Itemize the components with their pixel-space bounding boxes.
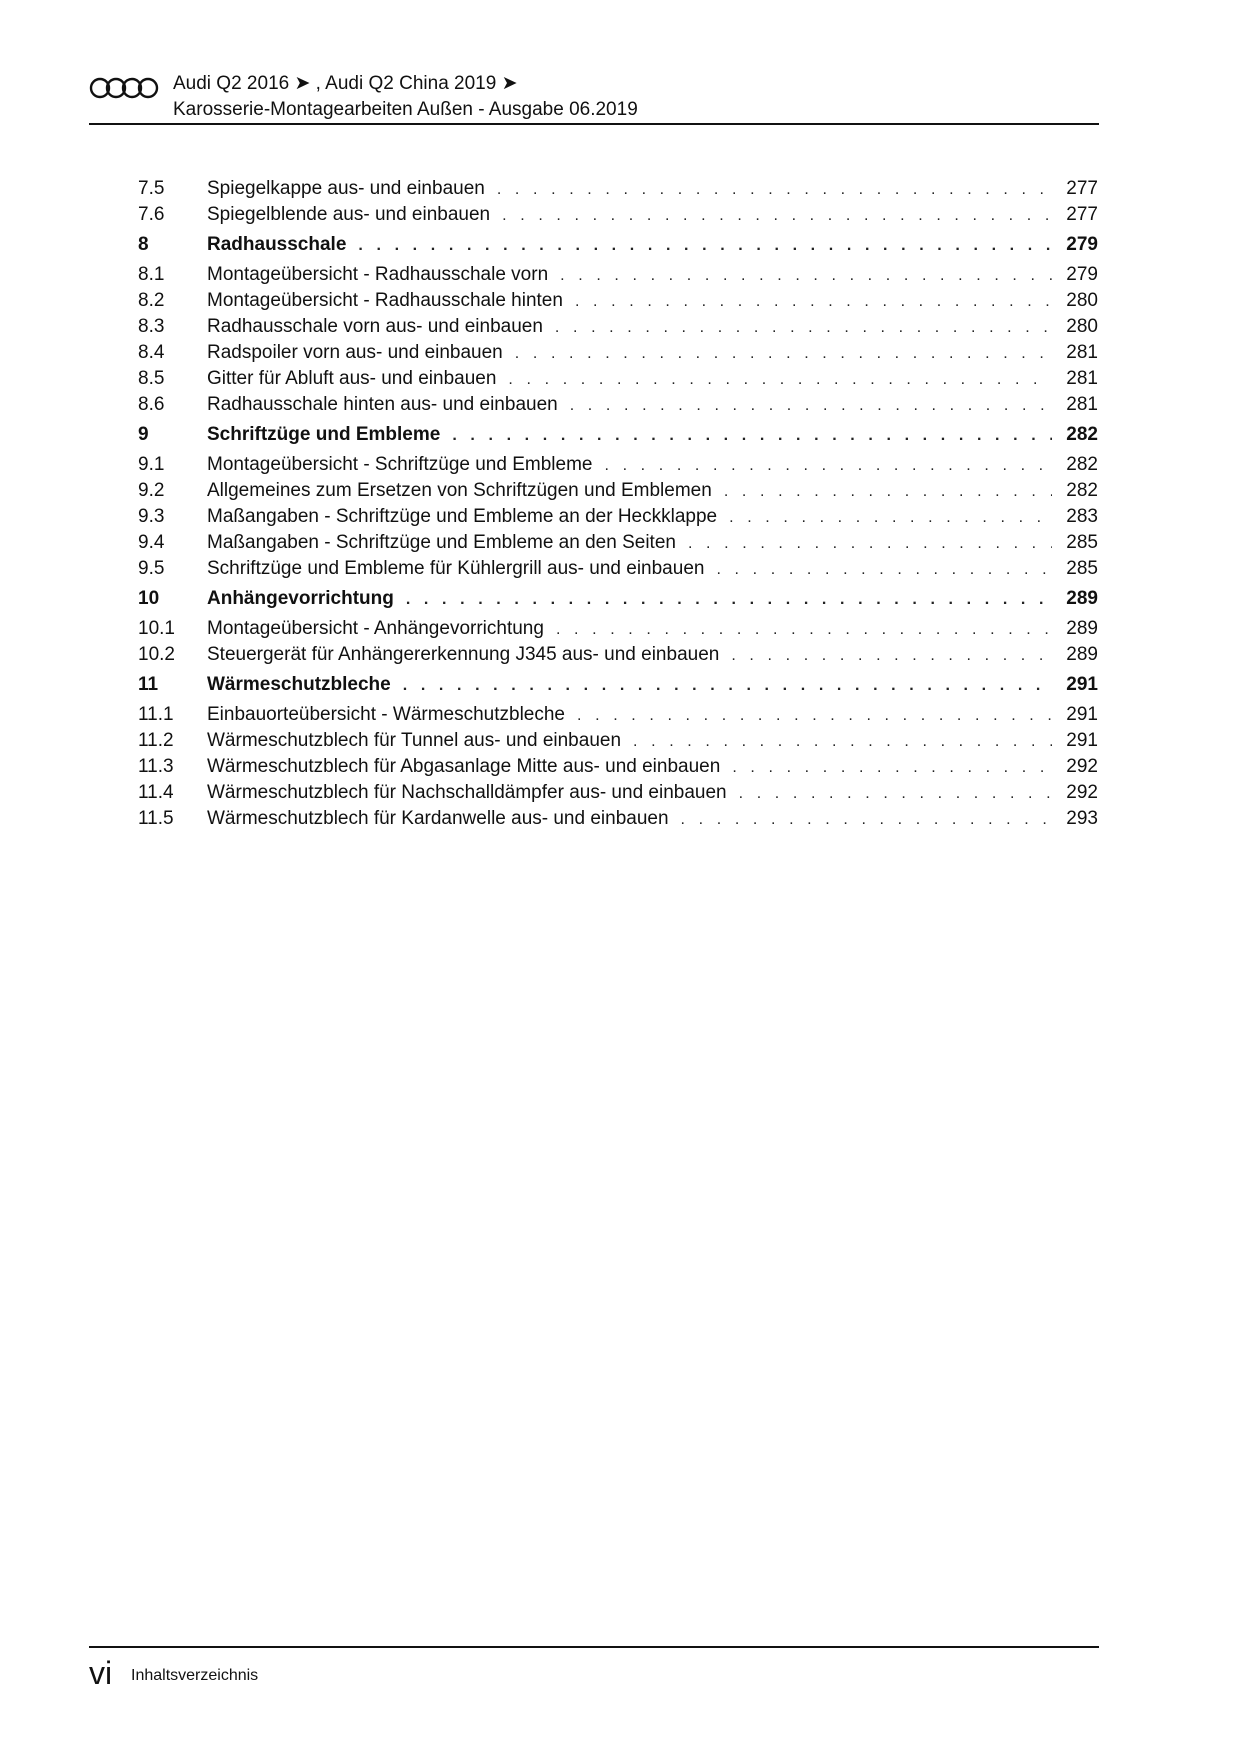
- toc-entry-page: 277: [1066, 204, 1098, 225]
- toc-entry-number: 8.2: [138, 290, 165, 311]
- toc-entry-page: 281: [1066, 342, 1098, 363]
- toc-entry-title: Maßangaben - Schriftzüge und Embleme an den Seiten: [207, 532, 676, 553]
- toc-entry-page: 281: [1066, 368, 1098, 389]
- toc-entry[interactable]: [138, 702, 1098, 728]
- toc-entry-number: 11: [138, 674, 159, 695]
- toc-entry-number: 10.1: [138, 618, 175, 639]
- header-divider: [89, 123, 1099, 125]
- table-of-contents: [138, 176, 1098, 832]
- toc-entry-page: 291: [1066, 704, 1098, 725]
- toc-entry-title: Montageübersicht - Radhausschale hinten: [207, 290, 563, 311]
- dot-leader: [560, 263, 1052, 289]
- toc-entry-number: 9.2: [138, 480, 165, 501]
- dot-leader: [716, 557, 1052, 583]
- toc-entry[interactable]: [138, 530, 1098, 556]
- toc-entry-page: 283: [1066, 506, 1098, 527]
- toc-entry-number: 9.5: [138, 558, 165, 579]
- toc-entry-title: Montageübersicht - Schriftzüge und Embleme: [207, 454, 593, 475]
- dot-leader: [508, 367, 1052, 393]
- dot-leader: [452, 423, 1052, 449]
- toc-entry-page: 291: [1066, 730, 1098, 751]
- toc-entry-title: Einbauorteübersicht - Wärmeschutzbleche: [207, 704, 566, 725]
- dot-leader: [577, 703, 1052, 729]
- toc-entry-title: Montageübersicht - Anhängevorrichtung: [207, 618, 544, 639]
- toc-entry[interactable]: [138, 452, 1098, 478]
- toc-entry-title: Anhängevorrichtung: [207, 588, 394, 609]
- footer-divider: [89, 1646, 1099, 1648]
- toc-entry[interactable]: [138, 728, 1098, 754]
- toc-entry-number: 9.1: [138, 454, 165, 475]
- toc-entry[interactable]: [138, 314, 1098, 340]
- toc-entry-title: Radhausschale hinten aus- und einbauen: [207, 394, 558, 415]
- dot-leader: [739, 781, 1052, 807]
- toc-entry-number: 11.3: [138, 756, 174, 777]
- toc-entry-title: Wärmeschutzblech für Kardanwelle aus- und einbauen: [207, 808, 669, 829]
- dot-leader: [570, 393, 1052, 419]
- toc-entry-page: 282: [1066, 480, 1098, 501]
- toc-entry[interactable]: [138, 478, 1098, 504]
- toc-entry[interactable]: [138, 202, 1098, 228]
- toc-entry[interactable]: [138, 556, 1098, 582]
- toc-entry-page: 282: [1066, 424, 1098, 445]
- toc-entry[interactable]: [138, 176, 1098, 202]
- toc-entry-page: 285: [1066, 558, 1098, 579]
- toc-entry-title: Schriftzüge und Embleme für Kühlergrill aus- und einbauen: [207, 558, 705, 579]
- toc-entry-number: 10: [138, 588, 160, 609]
- toc-entry-number: 9.3: [138, 506, 165, 527]
- toc-entry-number: 11.1: [138, 704, 174, 725]
- toc-entry-number: 8.5: [138, 368, 165, 389]
- toc-entry-number: 8.3: [138, 316, 165, 337]
- toc-entry-page: 277: [1066, 178, 1098, 199]
- toc-entry-page: 289: [1066, 588, 1098, 609]
- dot-leader: [502, 203, 1052, 229]
- toc-entry-number: 8: [138, 234, 149, 255]
- toc-entry[interactable]: [138, 754, 1098, 780]
- toc-entry-title: Wärmeschutzblech für Tunnel aus- und einbauen: [207, 730, 622, 751]
- toc-entry-number: 7.6: [138, 204, 165, 225]
- toc-entry[interactable]: [138, 806, 1098, 832]
- toc-chapter-entry[interactable]: [138, 232, 1098, 262]
- dot-leader: [633, 729, 1052, 755]
- toc-chapter-entry[interactable]: [138, 586, 1098, 616]
- toc-entry-number: 8.6: [138, 394, 165, 415]
- toc-entry[interactable]: [138, 262, 1098, 288]
- toc-entry[interactable]: [138, 642, 1098, 668]
- toc-entry-page: 289: [1066, 644, 1098, 665]
- toc-entry-page: 285: [1066, 532, 1098, 553]
- toc-entry-title: Montageübersicht - Radhausschale vorn: [207, 264, 549, 285]
- toc-entry-title: Radhausschale vorn aus- und einbauen: [207, 316, 543, 337]
- toc-entry-page: 279: [1066, 264, 1098, 285]
- toc-entry-title: Steuergerät für Anhängererkennung J345 aus- und einbauen: [207, 644, 720, 665]
- toc-entry-number: 11.5: [138, 808, 174, 829]
- dot-leader: [575, 289, 1052, 315]
- dot-leader: [688, 531, 1052, 557]
- toc-entry[interactable]: [138, 392, 1098, 418]
- toc-entry-page: 279: [1066, 234, 1098, 255]
- toc-entry-number: 10.2: [138, 644, 175, 665]
- dot-leader: [732, 755, 1052, 781]
- toc-entry[interactable]: [138, 340, 1098, 366]
- toc-entry-title: Radhausschale: [207, 234, 347, 255]
- header-title: Audi Q2 2016 ➤ , Audi Q2 China 2019 ➤: [173, 73, 518, 94]
- toc-entry-page: 280: [1066, 290, 1098, 311]
- toc-entry-page: 291: [1066, 674, 1098, 695]
- toc-entry-number: 11.4: [138, 782, 174, 803]
- toc-entry[interactable]: [138, 288, 1098, 314]
- footer-label: Inhaltsverzeichnis: [131, 1667, 259, 1684]
- toc-entry[interactable]: [138, 780, 1098, 806]
- dot-leader: [358, 233, 1052, 259]
- toc-entry-title: Radspoiler vorn aus- und einbauen: [207, 342, 503, 363]
- dot-leader: [556, 617, 1052, 643]
- toc-chapter-entry[interactable]: [138, 672, 1098, 702]
- dot-leader: [497, 177, 1052, 203]
- dot-leader: [731, 643, 1052, 669]
- toc-entry-page: 289: [1066, 618, 1098, 639]
- toc-entry-number: 9: [138, 424, 149, 445]
- dot-leader: [604, 453, 1052, 479]
- toc-entry-number: 11.2: [138, 730, 174, 751]
- dot-leader: [729, 505, 1052, 531]
- toc-entry-number: 9.4: [138, 532, 165, 553]
- toc-entry-number: 8.1: [138, 264, 165, 285]
- toc-entry-number: 7.5: [138, 178, 165, 199]
- toc-entry-title: Wärmeschutzblech für Abgasanlage Mitte aus- und einbauen: [207, 756, 721, 777]
- dot-leader: [515, 341, 1052, 367]
- toc-entry-title: Wärmeschutzbleche: [207, 674, 391, 695]
- toc-entry-page: 292: [1066, 782, 1098, 803]
- dot-leader: [724, 479, 1052, 505]
- toc-entry-page: 281: [1066, 394, 1098, 415]
- toc-entry-title: Spiegelkappe aus- und einbauen: [207, 178, 485, 199]
- dot-leader: [403, 673, 1052, 699]
- header-subtitle: Karosserie-Montagearbeiten Außen - Ausgabe 06.2019: [173, 99, 638, 120]
- toc-entry-title: Allgemeines zum Ersetzen von Schriftzügen und Emblemen: [207, 480, 712, 501]
- toc-entry-page: 280: [1066, 316, 1098, 337]
- toc-entry[interactable]: [138, 504, 1098, 530]
- toc-entry-title: Maßangaben - Schriftzüge und Embleme an der Heckklappe: [207, 506, 718, 527]
- toc-entry-page: 293: [1066, 808, 1098, 829]
- toc-entry[interactable]: [138, 616, 1098, 642]
- toc-entry-page: 282: [1066, 454, 1098, 475]
- toc-entry-title: Wärmeschutzblech für Nachschalldämpfer aus- und einbauen: [207, 782, 727, 803]
- dot-leader: [406, 587, 1052, 613]
- toc-entry-title: Spiegelblende aus- und einbauen: [207, 204, 491, 225]
- toc-entry-title: Schriftzüge und Embleme: [207, 424, 441, 445]
- toc-entry-page: 292: [1066, 756, 1098, 777]
- toc-chapter-entry[interactable]: [138, 422, 1098, 452]
- dot-leader: [555, 315, 1052, 341]
- toc-entry-title: Gitter für Abluft aus- und einbauen: [207, 368, 497, 389]
- toc-entry-number: 8.4: [138, 342, 165, 363]
- toc-entry[interactable]: [138, 366, 1098, 392]
- dot-leader: [681, 807, 1052, 833]
- audi-rings-logo: [89, 76, 159, 100]
- footer-page-number: vi: [89, 1655, 113, 1691]
